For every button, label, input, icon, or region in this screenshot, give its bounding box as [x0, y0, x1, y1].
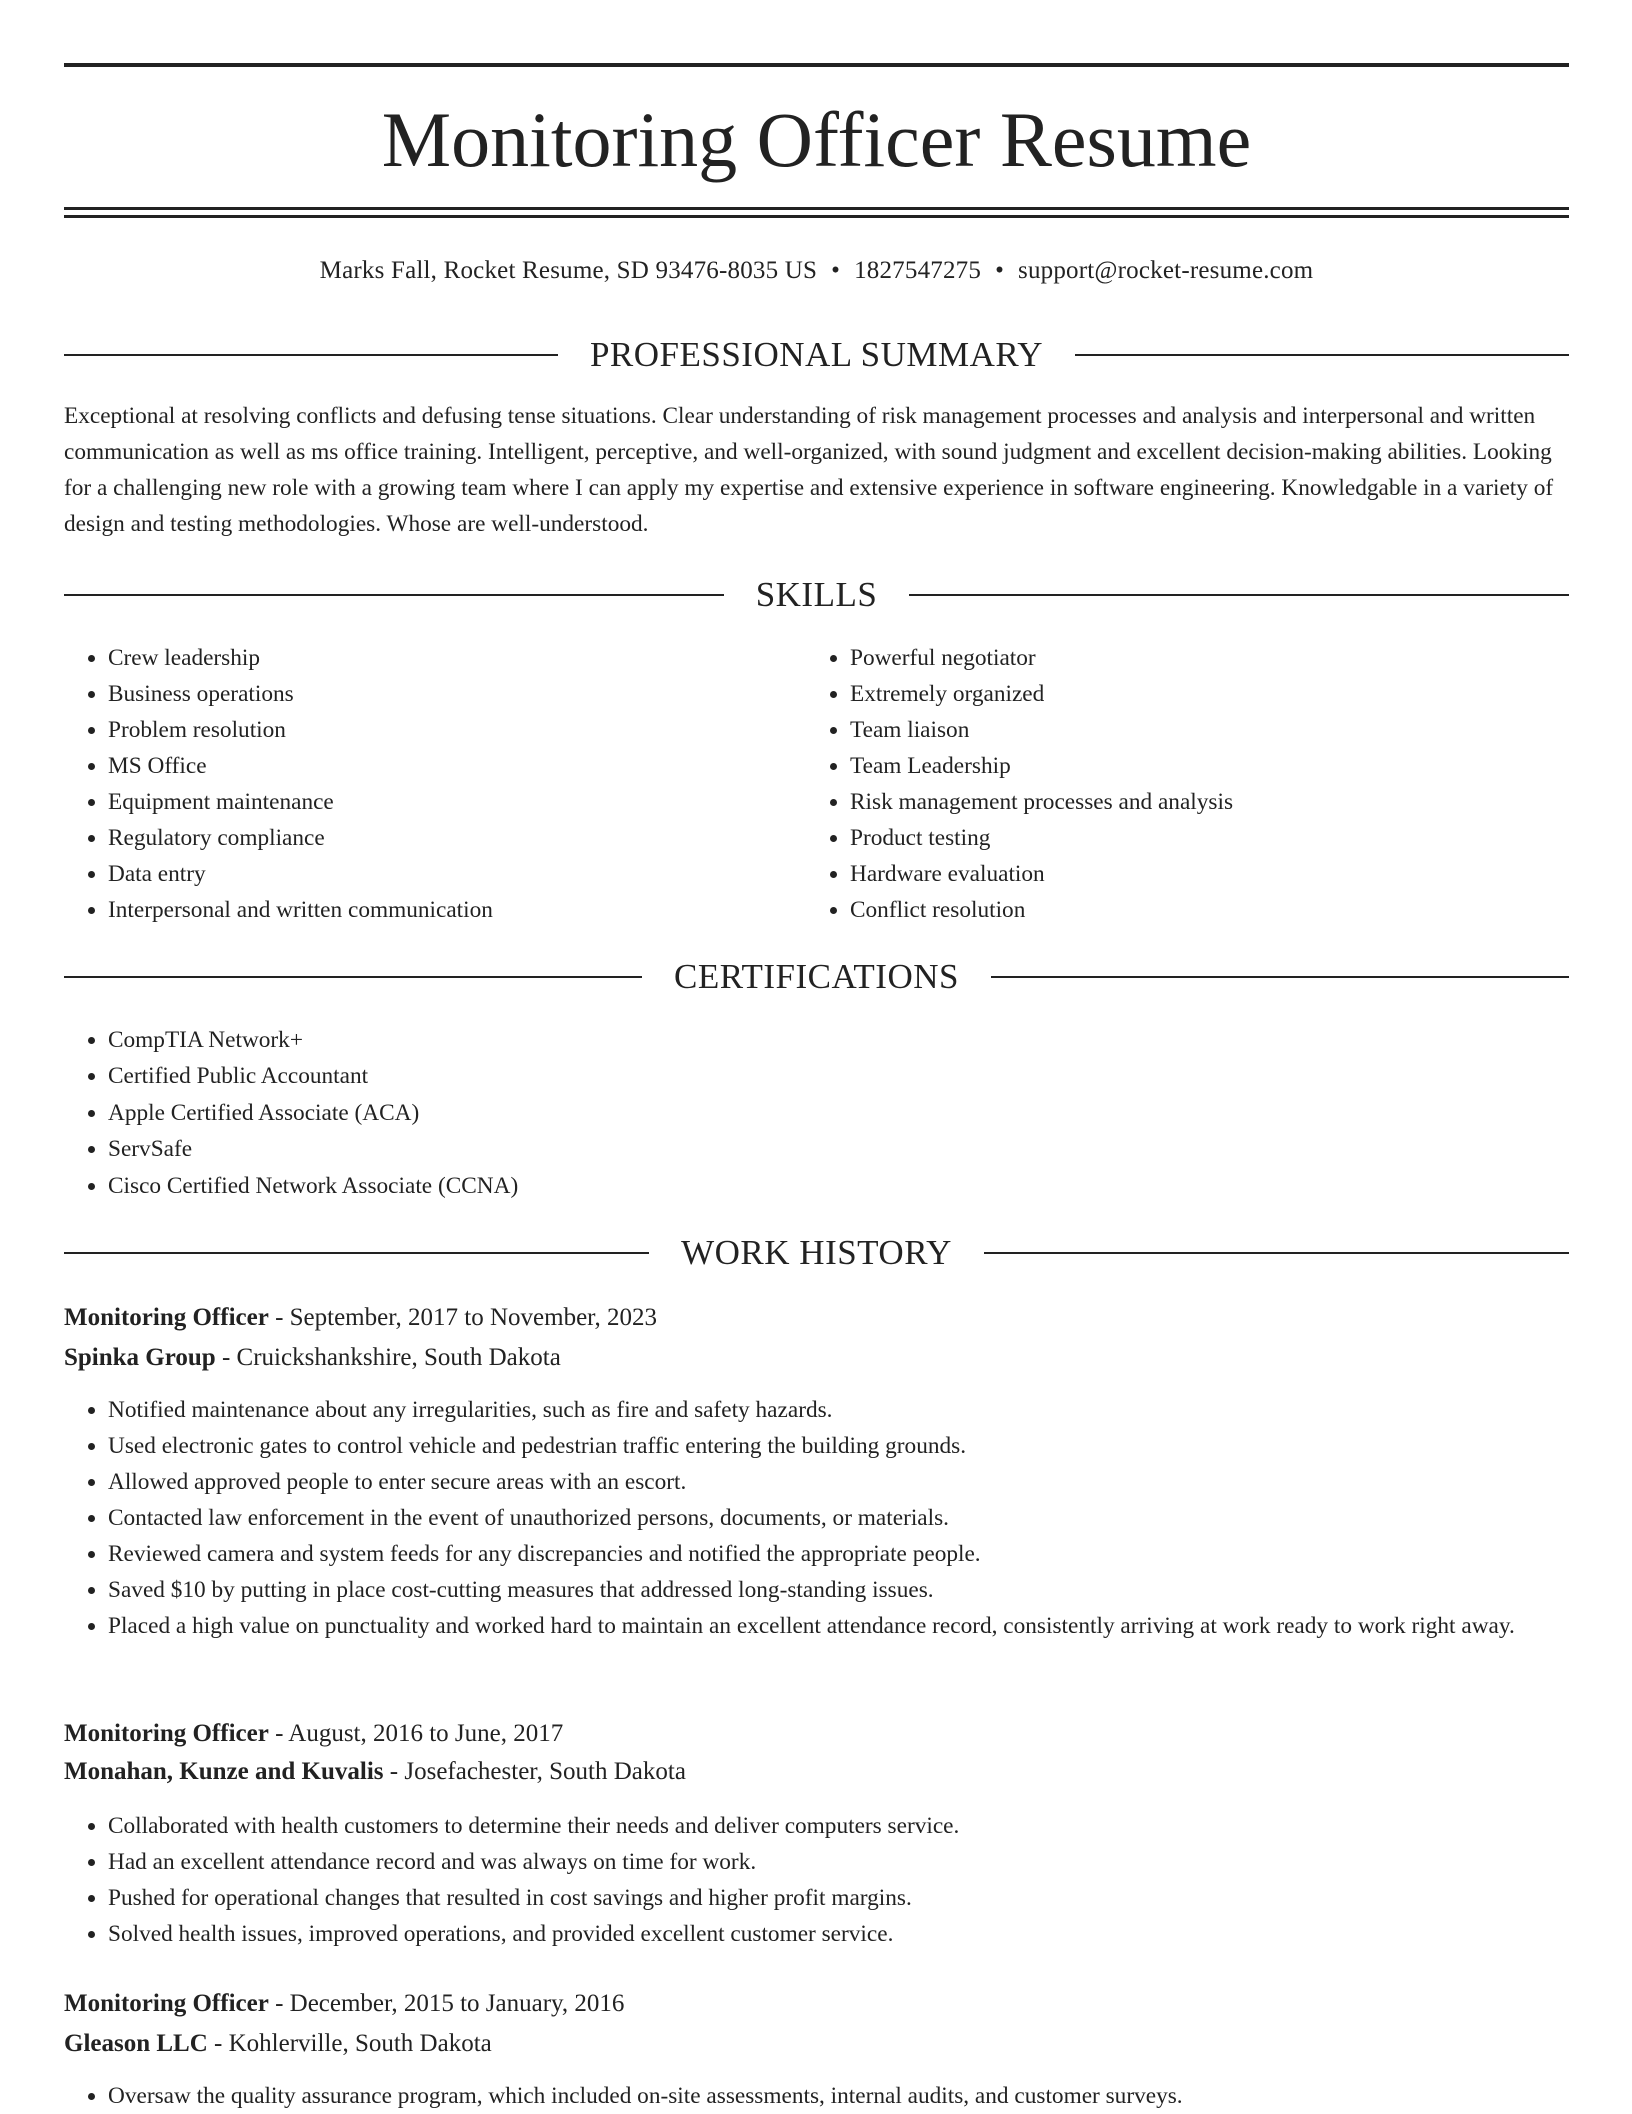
job-company: Monahan, Kunze and Kuvalis — [64, 1758, 384, 1785]
job-duty-item: • Contacted law enforcement in the event of unauthorized persons, documents, or materials. — [108, 1500, 1569, 1536]
job-duty-item: • Placed a high value on punctuality and worked hard to maintain an excellent attendance record, consistently arriving at work ready to work right away. — [108, 1608, 1569, 1644]
summary-section-heading — [64, 333, 1569, 377]
skill-item: • Equipment maintenance — [108, 784, 764, 820]
summary-text: Exceptional at resolving conflicts and defusing tense situations. Clear understanding of risk management processes and analysis and interpersonal and written communication as well as ms office training. Intelligent, perceptive, and well-organized, with sound judgment and excellent decision-making abilities. Looking for a challenging new role with a growing team where I can apply my expertise and extensive experience in software engineering. Knowledgable in a variety of design and testing methodologies. Whose are well-understood. — [64, 403, 1554, 537]
heading-rule-left — [64, 1252, 649, 1254]
job-dates: - August, 2016 to June, 2017 — [268, 1720, 564, 1747]
job-title-line — [64, 1714, 1569, 1754]
job-location: - Cruickshankshire, South Dakota — [215, 1344, 561, 1371]
certification-item: • ServSafe — [108, 1131, 1569, 1167]
job-company-line — [64, 1752, 1569, 1792]
job-title-line — [64, 1984, 1569, 2024]
header-top-rule — [64, 63, 1569, 67]
skills-list-left — [64, 640, 764, 928]
job-company: Gleason LLC — [64, 2030, 208, 2057]
job-duty-item: • Allowed approved people to enter secure areas with an escort. — [108, 1464, 1569, 1500]
contact-email[interactable]: support@rocket-resume.com — [1018, 257, 1314, 284]
skill-item: • Data entry — [108, 856, 764, 892]
job-company-line — [64, 2024, 1569, 2064]
job-duty-item: • Notified maintenance about any irregularities, such as fire and safety hazards. — [108, 1392, 1569, 1428]
header-bottom-rule — [64, 207, 1569, 210]
job-dates: - September, 2017 to November, 2023 — [268, 1304, 658, 1331]
skills-heading: SKILLS — [755, 575, 878, 614]
job-title: Monitoring Officer — [64, 1990, 269, 2017]
heading-rule-left — [64, 594, 724, 596]
heading-rule-left — [64, 976, 642, 978]
job-duties — [64, 2078, 1569, 2114]
job-duties — [64, 1392, 1569, 1644]
certification-item: • Certified Public Accountant — [108, 1058, 1569, 1094]
header-bottom-rule-inner — [64, 215, 1569, 218]
contact-address: Marks Fall, Rocket Resume, SD 93476-8035 US — [319, 257, 818, 284]
skill-item: • Extremely organized — [850, 676, 1566, 712]
contact-line — [64, 254, 1569, 288]
skill-item: • Problem resolution — [108, 712, 764, 748]
contact-separator: • — [995, 257, 1005, 284]
job-duty-item: • Pushed for operational changes that resulted in cost savings and higher profit margins. — [108, 1880, 1569, 1916]
certification-item: • Cisco Certified Network Associate (CCNA) — [108, 1168, 1569, 1204]
job-title: Monitoring Officer — [64, 1720, 269, 1747]
job-location: - Josefachester, South Dakota — [383, 1758, 686, 1785]
skill-item: • Powerful negotiator — [850, 640, 1566, 676]
skill-item: • Interpersonal and written communication — [108, 892, 764, 928]
job-duty-item: • Reviewed camera and system feeds for any discrepancies and notified the appropriate people. — [108, 1536, 1569, 1572]
contact-separator: • — [831, 257, 841, 284]
skill-item: • Team Leadership — [850, 748, 1566, 784]
resume-title: Monitoring Officer Resume — [381, 96, 1252, 183]
skill-item: • Conflict resolution — [850, 892, 1566, 928]
job-duties-list — [64, 2078, 1569, 2114]
job-dates: - December, 2015 to January, 2016 — [268, 1990, 625, 2017]
job-duty-item: • Had an excellent attendance record and was always on time for work. — [108, 1844, 1569, 1880]
skill-item: • Product testing — [850, 820, 1566, 856]
job-title-line — [64, 1298, 1569, 1338]
skill-item: • MS Office — [108, 748, 764, 784]
skill-item: • Crew leadership — [108, 640, 764, 676]
skill-item: • Risk management processes and analysis — [850, 784, 1566, 820]
heading-rule-right — [991, 976, 1569, 978]
job-duty-item: • Collaborated with health customers to determine their needs and deliver computers service. — [108, 1808, 1569, 1844]
job-duty-item: • Used electronic gates to control vehicle and pedestrian traffic entering the building grounds. — [108, 1428, 1569, 1464]
contact-phone: 1827547275 — [854, 257, 982, 284]
job-duty-item: • Solved health issues, improved operations, and provided excellent customer service. — [108, 1916, 1569, 1952]
job-duty-item: • Saved $10 by putting in place cost-cutting measures that addressed long-standing issues. — [108, 1572, 1569, 1608]
skills-column-left — [64, 640, 764, 928]
summary-heading: PROFESSIONAL SUMMARY — [589, 335, 1044, 374]
skill-item: • Team liaison — [850, 712, 1566, 748]
job-company: Spinka Group — [64, 1344, 216, 1371]
certifications-section-heading — [64, 955, 1569, 999]
job-duties-list — [64, 1808, 1569, 1952]
skill-item: • Business operations — [108, 676, 764, 712]
skills-section-heading — [64, 573, 1569, 617]
job-title: Monitoring Officer — [64, 1304, 269, 1331]
skills-list-right — [806, 640, 1566, 928]
heading-rule-right — [1075, 354, 1569, 356]
skill-item: • Hardware evaluation — [850, 856, 1566, 892]
certification-item: • Apple Certified Associate (ACA) — [108, 1095, 1569, 1131]
skill-item: • Regulatory compliance — [108, 820, 764, 856]
certifications-heading: CERTIFICATIONS — [674, 957, 959, 996]
work-history-heading: WORK HISTORY — [681, 1233, 952, 1272]
heading-rule-right — [984, 1252, 1569, 1254]
certifications-block — [64, 1022, 1569, 1204]
job-duties-list — [64, 1392, 1569, 1644]
job-duties — [64, 1808, 1569, 1952]
certifications-list — [64, 1022, 1569, 1204]
job-company-line — [64, 1338, 1569, 1378]
job-duty-item: • Oversaw the quality assurance program, which included on-site assessments, internal audits, and customer surveys. — [108, 2078, 1569, 2114]
heading-rule-right — [909, 594, 1569, 596]
heading-rule-left — [64, 354, 558, 356]
skills-column-right — [806, 640, 1566, 928]
certification-item: • CompTIA Network+ — [108, 1022, 1569, 1058]
work-history-section-heading — [64, 1231, 1569, 1275]
job-location: - Kohlerville, South Dakota — [207, 2030, 492, 2057]
